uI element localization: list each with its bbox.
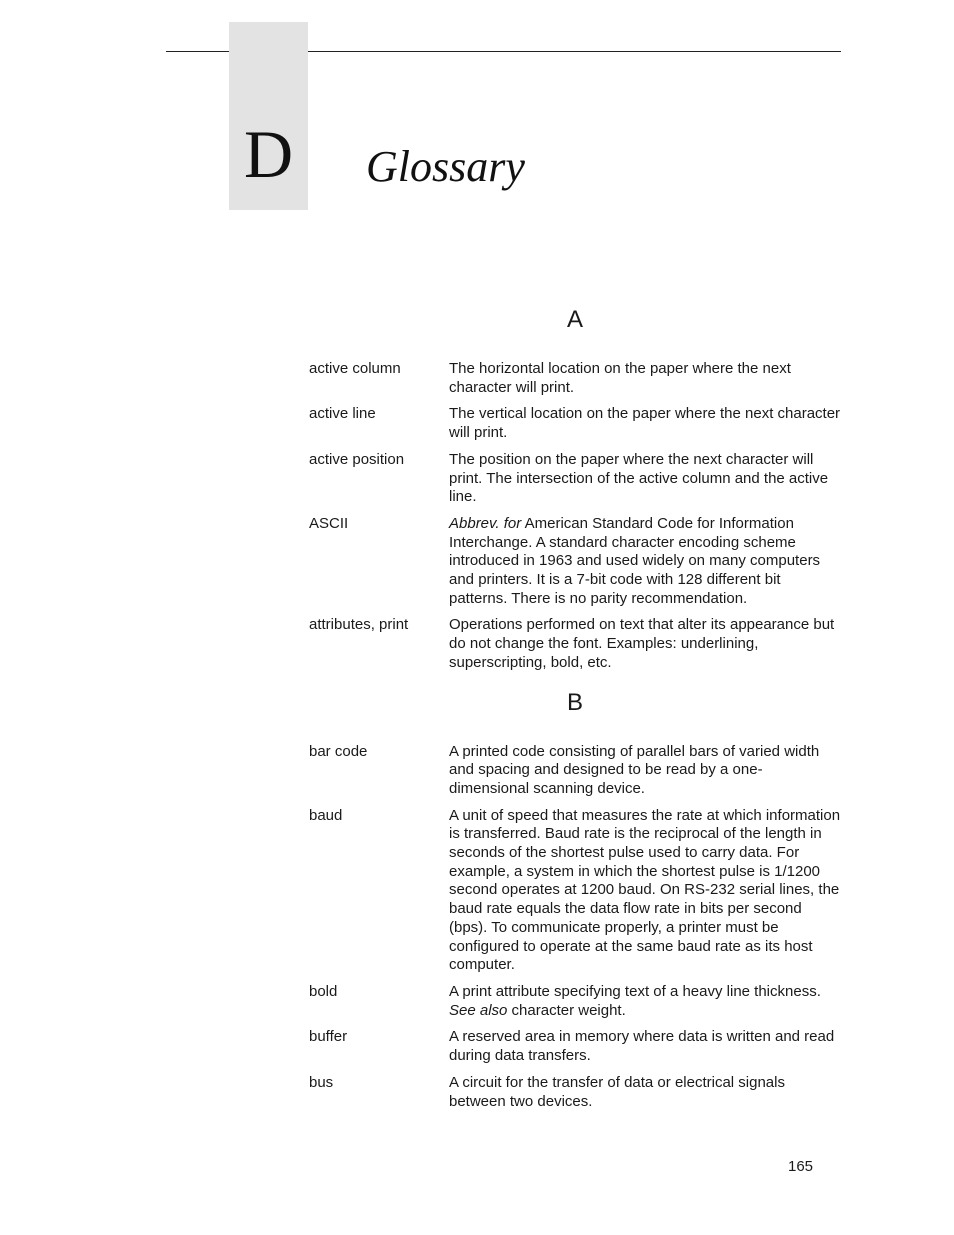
glossary-term: bus bbox=[309, 1073, 334, 1091]
glossary-entry bbox=[309, 807, 841, 975]
definition-emphasis: See also bbox=[449, 1001, 508, 1019]
section-a bbox=[309, 302, 841, 673]
glossary-entry bbox=[309, 405, 841, 442]
glossary-definition: The position on the paper where the next character will print. The intersection of the active column and the active line. bbox=[449, 450, 829, 506]
page-number: 165 bbox=[788, 1158, 814, 1175]
glossary-definition: The vertical location on the paper where the next character will print. bbox=[449, 405, 841, 442]
glossary-definition: A circuit for the transfer of data or electrical signals between two devices. bbox=[449, 1073, 785, 1110]
section-header bbox=[309, 302, 841, 334]
glossary-entry bbox=[309, 1074, 841, 1111]
glossary-term: bar code bbox=[309, 742, 368, 760]
glossary-entry bbox=[309, 616, 841, 672]
section-b bbox=[309, 685, 841, 1112]
glossary-entry bbox=[309, 1028, 841, 1065]
glossary-term: active column bbox=[309, 360, 401, 377]
glossary-entry bbox=[309, 515, 841, 609]
section-letter: B bbox=[566, 688, 583, 716]
glossary-definition: A unit of speed that measures the rate at which information is transferred. Baud rate is the reciprocal of the length in seconds of the shortest pulse used to carry data. For example, a system in which the shortest pulse is 1/1200 second operates at 1200 baud. On RS-232 serial lines, the baud rate equals the data flow rate in bits per second (bps). To communicate properly, a printer must be configured to operate at the same baud rate as its host computer. bbox=[449, 806, 841, 974]
glossary-entry bbox=[309, 983, 841, 1020]
glossary-term: bold bbox=[309, 982, 338, 1000]
glossary-definition: The horizontal location on the paper where the next character will print. bbox=[449, 360, 791, 396]
section-header bbox=[309, 685, 841, 717]
glossary-entry bbox=[309, 451, 841, 507]
glossary-entry bbox=[309, 360, 841, 397]
definition-emphasis: Abbrev. for bbox=[449, 514, 522, 532]
glossary bbox=[309, 302, 841, 1119]
glossary-definition: Operations performed on text that alter its appearance but do not change the font. Examples: underlining, superscripting, bold, etc. bbox=[449, 616, 835, 671]
glossary-term: baud bbox=[309, 806, 343, 824]
glossary-definition: A printed code consisting of parallel bars of varied width and spacing and designed to be read by a one-dimensional scanning device. bbox=[449, 742, 820, 797]
chapter-title: Glossary bbox=[366, 142, 525, 191]
glossary-term: active line bbox=[309, 405, 376, 423]
section-letter: A bbox=[566, 306, 583, 333]
glossary-definition: A reserved area in memory where data is written and read during data transfers. bbox=[449, 1028, 835, 1065]
glossary-term: attributes, print bbox=[309, 616, 409, 634]
definition-text-suffix: character weight. bbox=[507, 1001, 626, 1019]
glossary-term: buffer bbox=[309, 1028, 348, 1046]
glossary-term: active position bbox=[309, 450, 405, 468]
glossary-definition bbox=[449, 515, 841, 609]
definition-text: American Standard Code for Information Interchange. A standard character encoding scheme introduced in 1963 and used widely on many computers and printers. It is a 7-bit code with 128 different bit patterns. There is no parity recommendation. bbox=[449, 514, 821, 607]
glossary-entry bbox=[309, 743, 841, 799]
glossary-definition bbox=[449, 983, 841, 1020]
chapter-tab bbox=[229, 22, 308, 210]
definition-text: A print attribute specifying text of a heavy line thickness. bbox=[449, 982, 821, 1000]
glossary-term: ASCII bbox=[309, 514, 349, 532]
chapter-letter: D bbox=[243, 116, 294, 192]
